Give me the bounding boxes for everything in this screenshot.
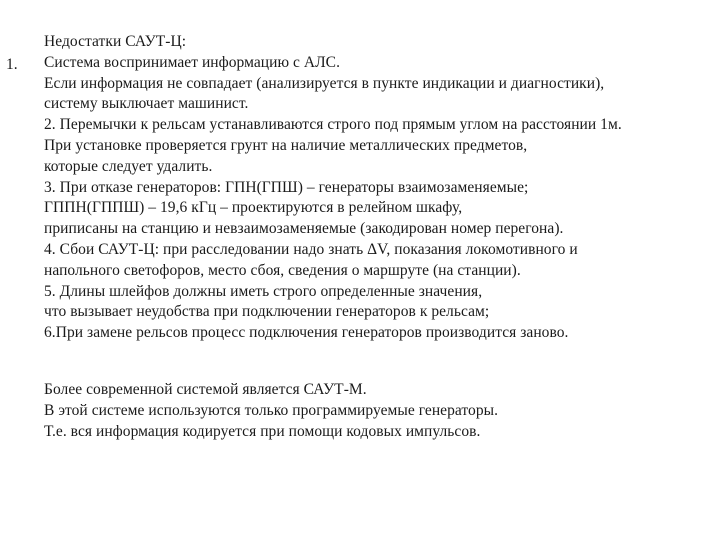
text-line: 5. Длины шлейфов должны иметь строго определенные значения,: [44, 282, 483, 300]
text-line: 4. Сбои САУТ-Ц: при расследовании надо знать ΔV, показания локомотивного и: [44, 240, 578, 258]
text-line: ГППН(ГППШ) – 19,6 кГц – проектируются в релейном шкафу,: [44, 199, 463, 217]
text-line: В этой системе используются только программируемые генераторы.: [44, 401, 499, 419]
text-line: 2. Перемычки к рельсам устанавливаются строго под прямым углом на расстоянии 1м.: [44, 116, 622, 134]
list-number: 1.: [6, 56, 18, 73]
text-line: Недостатки САУТ-Ц:: [44, 33, 187, 50]
conclusion-text-block: [44, 380, 714, 442]
text-line: Если информация не совпадает (анализируется в пункте индикации и диагностики),: [44, 74, 605, 92]
text-line: При установке проверяется грунт на наличие металлических предметов,: [44, 136, 528, 154]
text-line: 6.При замене рельсов процесс подключения генераторов производится заново.: [44, 324, 569, 342]
text-line: 3. При отказе генераторов: ГПН(ГПШ) – генераторы взаимозаменяемые;: [44, 178, 529, 196]
text-line: напольного светофоров, место сбоя, сведения о маршруте (на станции).: [44, 261, 521, 279]
text-line: Т.е. вся информация кодируется при помощи кодовых импульсов.: [44, 422, 481, 440]
text-line: Более современной системой является САУТ-М.: [44, 381, 367, 398]
text-line: приписаны на станцию и невзаимозаменяемые (закодирован номер перегона).: [44, 220, 564, 238]
main-text-block: [44, 32, 714, 344]
text-line: что вызывает неудобства при подключении генераторов к рельсам;: [44, 303, 490, 321]
text-line: Система воспринимает информацию с АЛС.: [44, 53, 340, 71]
text-line: систему выключает машинист.: [44, 95, 249, 113]
text-line: которые следует удалить.: [44, 157, 213, 175]
